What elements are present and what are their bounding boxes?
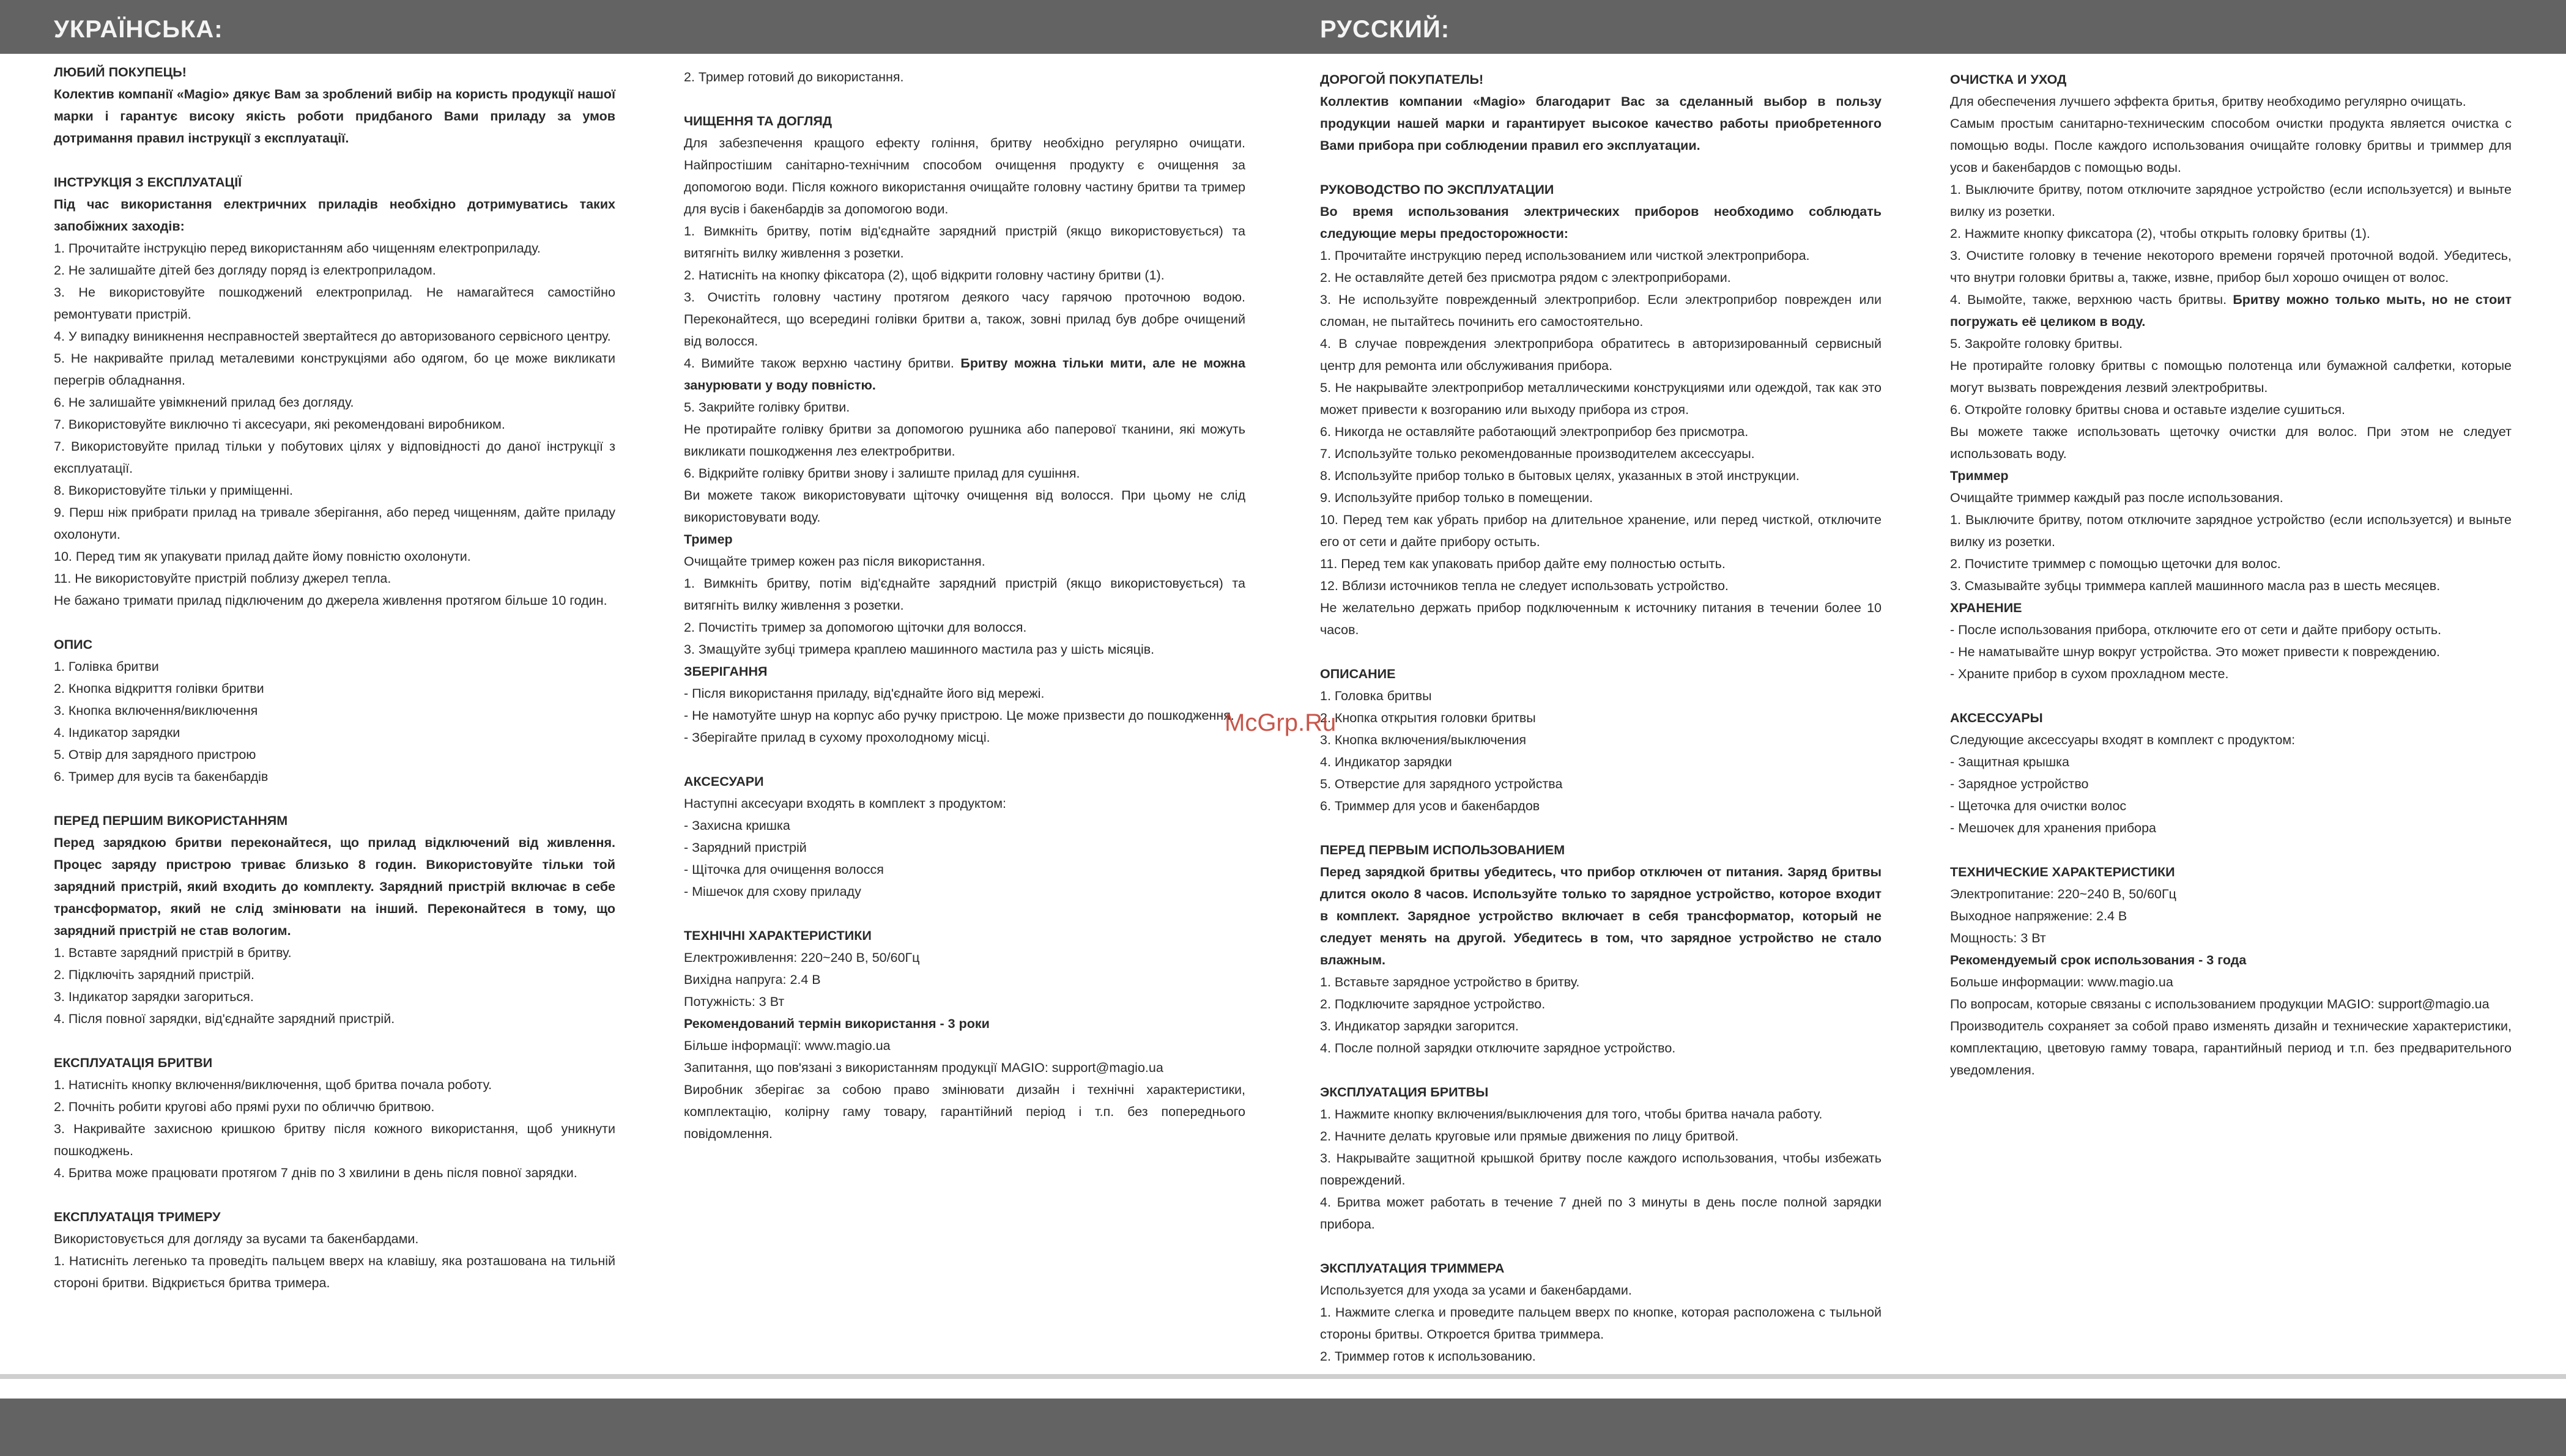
- paragraph: 4. У випадку виникнення несправностей звертайтеся до авторизованого сервісного центру.: [54, 329, 611, 344]
- russian-section-title: РУССКИЙ:: [1320, 16, 1450, 43]
- paragraph: 2. Підключіть зарядний пристрій.: [54, 967, 255, 982]
- paragraph: 2. Не залишайте дітей без догляду поряд із електроприладом.: [54, 263, 436, 278]
- russian-column-2: [1950, 68, 2512, 1081]
- paragraph: 5. Закройте головку бритвы.: [1950, 336, 2123, 351]
- top-banner: [0, 0, 2566, 54]
- paragraph: 2. Почніть робити кругові або прямі рухи по обличчю бритвою.: [54, 1099, 435, 1114]
- paragraph: Не протирайте головку бритвы с помощью полотенца или бумажной салфетки, которые могут вызвать повреждения лезвий электробритвы.: [1950, 358, 2512, 395]
- bottom-banner: [0, 1399, 2566, 1456]
- paragraph: По вопросам, которые связаны с использованием продукции MAGIO: support@magio.ua: [1950, 997, 2490, 1011]
- paragraph: 3. Кнопка включення/виключення: [54, 703, 258, 718]
- ukrainian-column-2: [684, 66, 1245, 1145]
- paragraph: 2. Натисніть на кнопку фіксатора (2), щоб відкрити головну частину бритви (1).: [684, 268, 1165, 283]
- paragraph: 6. Триммер для усов и бакенбардов: [1320, 799, 1540, 813]
- paragraph: 2. Не оставляйте детей без присмотра рядом с электроприборами.: [1320, 270, 1731, 285]
- paragraph: Мощность: 3 Вт: [1950, 931, 2046, 945]
- bold-paragraph: Перед зарядкою бритви переконайтеся, що прилад відключений від живлення. Процес заряду пристрою триває близько 8 годин. Використовуйте тільки той зарядний пристрій, який входить до комплекту. Зарядний пристрій включає в себе трансформатор, який не слід змінювати на інший. Переконайтеся в тому, що зарядний пристрій не став вологим.: [54, 835, 615, 938]
- mixed-paragraph: [684, 352, 1245, 396]
- bold-paragraph: Під час використання електричних приладів необхідно дотримуватись таких запобіжних заходів:: [54, 197, 615, 234]
- paragraph: 9. Используйте прибор только в помещении.: [1320, 490, 1593, 505]
- ukrainian-column-1: [54, 61, 615, 1294]
- paragraph-emphasis: Бритву можно только мыть, но не стоит погружать её целиком в воду.: [1950, 292, 2512, 329]
- paragraph: 7. Використовуйте виключно ті аксесуари, які рекомендовані виробником.: [54, 417, 505, 432]
- paragraph: 2. Кнопка відкриття голівки бритви: [54, 681, 264, 696]
- bold-paragraph: Колектив компанії «Magio» дякує Вам за зроблений вибір на користь продукції нашої марки і гарантує високу якість роботи придбаного Вами приладу за умов дотримання правил інструкції з експлуатації.: [54, 87, 615, 146]
- paragraph: Используется для ухода за усами и бакенбардами.: [1320, 1283, 1632, 1298]
- paragraph-text: 4. Вымойте, также, верхнюю часть бритвы.: [1950, 292, 2233, 307]
- paragraph: 6. Откройте головку бритвы снова и оставьте изделие сушиться.: [1950, 402, 2345, 417]
- paragraph: 3. Кнопка включения/выключения: [1320, 733, 1527, 747]
- paragraph: 3. Накривайте захисною кришкою бритву після кожного використання, щоб уникнути пошкоджень.: [54, 1122, 615, 1158]
- paragraph: 1. Вимкніть бритву, потім від'єднайте зарядний пристрій (якщо використовується) та витягніть вилку живлення з розетки.: [684, 576, 1245, 613]
- paragraph: Ви можете також використовувати щіточку очищення від волосся. При цьому не слід використовувати воду.: [684, 488, 1245, 525]
- paragraph: Потужність: 3 Вт: [684, 994, 785, 1009]
- paragraph: 5. Закрийте голівку бритви.: [684, 400, 850, 415]
- paragraph: 1. Нажмите слегка и проведите пальцем вверх по кнопке, которая расположена с тыльной стороны бритвы. Откроется бритва триммера.: [1320, 1305, 1882, 1342]
- paragraph: 3. Очистите головку в течение некоторого времени горячей проточной водой. Убедитесь, что внутри головки бритвы а, также, извне, прибор был хорошо очищен от волос.: [1950, 248, 2512, 285]
- paragraph: 4. Індикатор зарядки: [54, 725, 180, 740]
- paragraph: 1. Нажмите кнопку включения/выключения для того, чтобы бритва начала работу.: [1320, 1107, 1823, 1122]
- paragraph: 5. Отверстие для зарядного устройства: [1320, 777, 1563, 791]
- paragraph-emphasis: Бритву можна тільки мити, але не можна занурювати у воду повністю.: [684, 356, 1245, 393]
- section-heading: АКСЕССУАРЫ: [1950, 711, 2043, 725]
- paragraph: 1. Голівка бритви: [54, 659, 159, 674]
- paragraph: - Мешочек для хранения прибора: [1950, 821, 2157, 835]
- bold-paragraph: Коллектив компании «Magio» благодарит Вас за сделанный выбор в пользу продукции нашей марки и гарантирует высокое качество работы приобретенного Вами прибора при соблюдении правил его эксплуатации.: [1320, 94, 1882, 153]
- paragraph: Самым простым санитарно-техническим способом очистки продукта является очистка с помощью воды. После каждого использования очищайте головку бритвы и триммер для усов и бакенбардов с помощью воды.: [1950, 116, 2512, 175]
- paragraph: 1. Вставте зарядний пристрій в бритву.: [54, 945, 292, 960]
- paragraph: - Зарядное устройство: [1950, 777, 2089, 791]
- paragraph: Не протирайте голівку бритви за допомогою рушника або паперової тканини, які можуть викликати пошкодження лез електробритви.: [684, 422, 1245, 459]
- paragraph: - Зарядний пристрій: [684, 840, 807, 855]
- paragraph-text: 4. Вимийте також верхню частину бритви.: [684, 356, 961, 371]
- paragraph: 1. Вимкніть бритву, потім від'єднайте зарядний пристрій (якщо використовується) та витягніть вилку живлення з розетки.: [684, 224, 1245, 261]
- paragraph: 1. Прочитайте инструкцию перед использованием или чисткой электроприбора.: [1320, 248, 1810, 263]
- paragraph: 6. Відкрийте голівку бритви знову і залиште прилад для сушіння.: [684, 466, 1080, 481]
- paragraph: 2. Нажмите кнопку фиксатора (2), чтобы открыть головку бритвы (1).: [1950, 226, 2370, 241]
- paragraph: - Мішечок для схову приладу: [684, 884, 861, 899]
- paragraph: 3. Не используйте поврежденный электроприбор. Если электроприбор поврежден или сломан, не пытайтесь починить его самостоятельно.: [1320, 292, 1882, 329]
- section-heading: ЕКСПЛУАТАЦІЯ БРИТВИ: [54, 1055, 213, 1070]
- paragraph: 5. Не накрывайте электроприбор металлическими конструкциями или одеждой, так как это может привести к возгоранию или выходу прибора из строя.: [1320, 380, 1882, 417]
- russian-column-1: [1320, 68, 1882, 1367]
- paragraph: 11. Не використовуйте пристрій поблизу джерел тепла.: [54, 571, 391, 586]
- paragraph: - Щеточка для очистки волос: [1950, 799, 2127, 813]
- paragraph: 7. Використовуйте прилад тільки у побутових цілях у відповідності до даної інструкції з експлуатації.: [54, 439, 615, 476]
- paragraph: Для забезпечення кращого ефекту гоління, бритву необхідно регулярно очищати. Найпростішим санітарно-технічним способом очищення продукту є очищення за допомогою води. Після кожного використання очищайте головну частину бритви та тример для вусів і бакенбардів за допомогою води.: [684, 136, 1245, 216]
- section-heading: ДОРОГОЙ ПОКУПАТЕЛЬ!: [1320, 72, 1484, 87]
- paragraph: 3. Не використовуйте пошкоджений електроприлад. Не намагайтеся самостійно ремонтувати пристрій.: [54, 285, 615, 322]
- paragraph: 2. Почистіть тример за допомогою щіточки для волосся.: [684, 620, 1027, 635]
- section-heading: ОПИСАНИЕ: [1320, 667, 1396, 681]
- paragraph: 2. Тример готовий до використання.: [684, 70, 904, 84]
- paragraph: 1. Прочитайте інструкцію перед використанням або чищенням електроприладу.: [54, 241, 541, 256]
- section-heading: ЕКСПЛУАТАЦІЯ ТРИМЕРУ: [54, 1210, 221, 1224]
- section-heading: ОПИС: [54, 637, 93, 652]
- paragraph: 10. Перед тим як упакувати прилад дайте йому повністю охолонути.: [54, 549, 471, 564]
- ukrainian-section-title: УКРАЇНСЬКА:: [54, 16, 223, 43]
- paragraph: 4. Индикатор зарядки: [1320, 755, 1452, 769]
- paragraph: Не бажано тримати прилад підключеним до джерела живлення протягом більше 10 годин.: [54, 593, 607, 608]
- bold-paragraph: ХРАНЕНИЕ: [1950, 601, 2022, 615]
- section-heading: ТЕХНІЧНІ ХАРАКТЕРИСТИКИ: [684, 928, 872, 943]
- paragraph: 12. Вблизи источников тепла не следует использовать устройство.: [1320, 578, 1729, 593]
- section-heading: ОЧИСТКА И УХОД: [1950, 72, 2067, 87]
- paragraph: - Храните прибор в сухом прохладном месте.: [1950, 667, 2229, 681]
- paragraph: 7. Используйте только рекомендованные производителем аксессуары.: [1320, 446, 1755, 461]
- paragraph: Більше інформації: www.magio.ua: [684, 1038, 891, 1053]
- paragraph: Наступні аксесуари входять в комплект з продуктом:: [684, 796, 1007, 811]
- paragraph: 3. Змащуйте зубці тримера краплею машинного мастила раз у шість місяців.: [684, 642, 1155, 657]
- paragraph: 6. Тример для вусів та бакенбардів: [54, 769, 269, 784]
- paragraph: - После использования прибора, отключите его от сети и дайте прибору остыть.: [1950, 623, 2442, 637]
- paragraph: 3. Індикатор зарядки загориться.: [54, 989, 254, 1004]
- paragraph: - Після використання приладу, від'єднайте його від мережі.: [684, 686, 1045, 701]
- section-heading: ЛЮБИЙ ПОКУПЕЦЬ!: [54, 65, 187, 79]
- section-heading: ТЕХНИЧЕСКИЕ ХАРАКТЕРИСТИКИ: [1950, 865, 2175, 879]
- paragraph: 2. Триммер готов к использованию.: [1320, 1349, 1536, 1364]
- paragraph: 2. Подключите зарядное устройство.: [1320, 997, 1546, 1011]
- bold-paragraph: Рекомендуемый срок использования - 3 года: [1950, 953, 2247, 967]
- bold-paragraph: Триммер: [1950, 468, 2009, 483]
- paragraph: 5. Отвір для зарядного пристрою: [54, 747, 256, 762]
- paragraph: 10. Перед тем как убрать прибор на длительное хранение, или перед чисткой, отключите его от сети и дайте прибору остыть.: [1320, 512, 1882, 549]
- section-heading: ЧИЩЕННЯ ТА ДОГЛЯД: [684, 114, 832, 128]
- bold-paragraph: Рекомендований термін використання - 3 роки: [684, 1016, 990, 1031]
- paragraph: 1. Вставьте зарядное устройство в бритву.: [1320, 975, 1580, 989]
- paragraph: 2. Начните делать круговые или прямые движения по лицу бритвой.: [1320, 1129, 1739, 1144]
- bold-paragraph: ЗБЕРІГАННЯ: [684, 664, 768, 679]
- paragraph: - Защитная крышка: [1950, 755, 2069, 769]
- paragraph: 2. Почистите триммер с помощью щеточки для волос.: [1950, 556, 2281, 571]
- paragraph: Очищайте триммер каждый раз после использования.: [1950, 490, 2283, 505]
- paragraph: 6. Не залишайте увімкнений прилад без догляду.: [54, 395, 354, 410]
- paragraph: 4. Після повної зарядки, від'єднайте зарядний пристрій.: [54, 1011, 395, 1026]
- section-heading: ІНСТРУКЦІЯ З ЕКСПЛУАТАЦІЇ: [54, 175, 242, 190]
- paragraph: 3. Накрывайте защитной крышкой бритву после каждого использования, чтобы избежать повреждений.: [1320, 1151, 1882, 1188]
- paragraph: 1. Выключите бритву, потом отключите зарядное устройство (если используется) и выньте вилку из розетки.: [1950, 182, 2512, 219]
- paragraph: Очищайте тример кожен раз після використання.: [684, 554, 985, 569]
- paragraph: 8. Используйте прибор только в бытовых целях, указанных в этой инструкции.: [1320, 468, 1800, 483]
- paragraph: 4. После полной зарядки отключите зарядное устройство.: [1320, 1041, 1676, 1055]
- bottom-divider: [0, 1374, 2566, 1379]
- watermark: McGrp.Ru: [1225, 709, 1337, 736]
- paragraph: Электропитание: 220~240 В, 50/60Гц: [1950, 887, 2176, 901]
- mixed-paragraph: [1950, 289, 2512, 333]
- paragraph: - Не намотуйте шнур на корпус або ручку пристрою. Це може призвести до пошкодження.: [684, 708, 1234, 723]
- paragraph: 3. Индикатор зарядки загорится.: [1320, 1019, 1519, 1033]
- paragraph: 1. Выключите бритву, потом отключите зарядное устройство (если используется) и выньте вилку из розетки.: [1950, 512, 2512, 549]
- paragraph: 1. Головка бритвы: [1320, 689, 1432, 703]
- paragraph: - Не наматывайте шнур вокруг устройства. Это может привести к повреждению.: [1950, 645, 2440, 659]
- paragraph: 4. Бритва може працювати протягом 7 днів по 3 хвилини в день після повної зарядки.: [54, 1166, 577, 1180]
- section-heading: РУКОВОДСТВО ПО ЭКСПЛУАТАЦИИ: [1320, 182, 1554, 197]
- bold-paragraph: Во время использования электрических приборов необходимо соблюдать следующие меры предосторожности:: [1320, 204, 1882, 241]
- paragraph: 4. В случае повреждения электроприбора обратитесь в авторизированный сервисный центр для ремонта или обслуживания прибора.: [1320, 336, 1882, 373]
- paragraph: Виробник зберігає за собою право змінювати дизайн і технічні характеристики, комплектацію, колірну гаму товару, гарантійний період і т.п. без попереднього повідомлення.: [684, 1082, 1245, 1141]
- paragraph: Не желательно держать прибор подключенным к источнику питания в течении более 10 часов.: [1320, 601, 1882, 637]
- paragraph: Больше информации: www.magio.ua: [1950, 975, 2173, 989]
- paragraph: 11. Перед тем как упаковать прибор дайте ему полностью остыть.: [1320, 556, 1726, 571]
- bold-paragraph: Тример: [684, 532, 733, 547]
- paragraph: Використовується для догляду за вусами та бакенбардами.: [54, 1232, 419, 1246]
- section-heading: ЭКСПЛУАТАЦИЯ БРИТВЫ: [1320, 1085, 1489, 1099]
- paragraph: 9. Перш ніж прибрати прилад на тривале зберігання, або перед чищенням, дайте приладу охолонути.: [54, 505, 615, 542]
- section-heading: ПЕРЕД ПЕРВЫМ ИСПОЛЬЗОВАНИЕМ: [1320, 843, 1565, 857]
- paragraph: 1. Натисніть легенько та проведіть пальцем вверх на клавішу, яка розташована на тильній стороні бритви. Відкриється бритва тримера.: [54, 1254, 615, 1290]
- paragraph: 2. Кнопка открытия головки бритвы: [1320, 711, 1536, 725]
- section-heading: ПЕРЕД ПЕРШИМ ВИКОРИСТАННЯМ: [54, 813, 288, 828]
- paragraph: - Щіточка для очищення волосся: [684, 862, 884, 877]
- paragraph: Вихідна напруга: 2.4 В: [684, 972, 821, 987]
- paragraph: 6. Никогда не оставляйте работающий электроприбор без присмотра.: [1320, 424, 1749, 439]
- bold-paragraph: Перед зарядкой бритвы убедитесь, что прибор отключен от питания. Заряд бритвы длится около 8 часов. Используйте только то зарядное устройство, которое входит в комплект. Зарядное устройство включает в себя трансформатор, который не следует менять на другой. Убедитесь в том, что зарядное устройство не стало влажным.: [1320, 865, 1882, 967]
- paragraph: - Захисна кришка: [684, 818, 790, 833]
- paragraph: Електроживлення: 220~240 В, 50/60Гц: [684, 950, 920, 965]
- paragraph: Выходное напряжение: 2.4 В: [1950, 909, 2127, 923]
- paragraph: 5. Не накривайте прилад металевими конструкціями або одягом, бо це може викликати перегрів обладнання.: [54, 351, 615, 388]
- paragraph: Производитель сохраняет за собой право изменять дизайн и технические характеристики, комплектацию, цветовую гамму товара, гарантийный период и т.п. без предварительного уведомления.: [1950, 1019, 2512, 1077]
- paragraph: Вы можете также использовать щеточку очистки для волос. При этом не следует использовать воду.: [1950, 424, 2512, 461]
- section-heading: АКСЕСУАРИ: [684, 774, 764, 789]
- paragraph: 4. Бритва может работать в течение 7 дней по 3 минуты в день после полной зарядки прибора.: [1320, 1195, 1882, 1232]
- paragraph: Для обеспечения лучшего эффекта бритья, бритву необходимо регулярно очищать.: [1950, 94, 2466, 109]
- paragraph: Запитання, що пов'язані з використанням продукції MAGIO: support@magio.ua: [684, 1060, 1163, 1075]
- section-heading: ЭКСПЛУАТАЦИЯ ТРИММЕРА: [1320, 1261, 1505, 1276]
- paragraph: 3. Очистіть головну частину протягом деякого часу гарячою проточною водою. Переконайтеся, що всередині голівки бритви а, також, зовні прилад був добре очищений від волосся.: [684, 290, 1245, 349]
- paragraph: - Зберігайте прилад в сухому прохолодному місці.: [684, 730, 990, 745]
- paragraph: 8. Використовуйте тільки у приміщенні.: [54, 483, 293, 498]
- paragraph: 3. Смазывайте зубцы триммера каплей машинного масла раз в шесть месяцев.: [1950, 578, 2441, 593]
- paragraph: Следующие аксессуары входят в комплект с продуктом:: [1950, 733, 2296, 747]
- paragraph: 1. Натисніть кнопку включення/виключення, щоб бритва почала роботу.: [54, 1077, 492, 1092]
